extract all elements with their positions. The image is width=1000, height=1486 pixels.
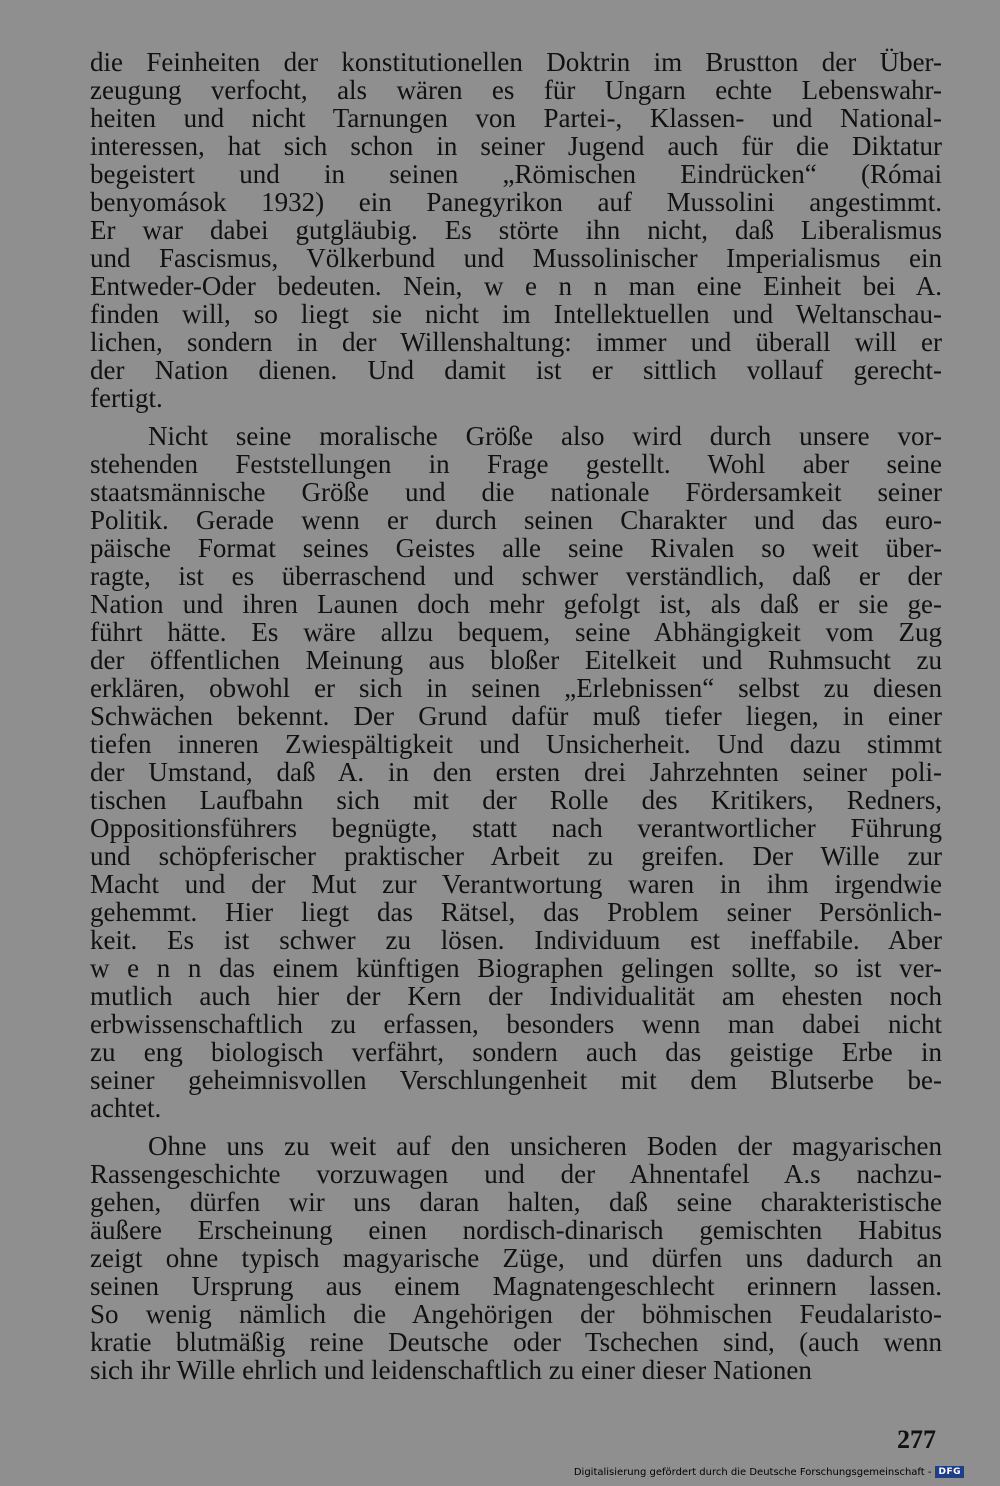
digitization-footer — [574, 1466, 964, 1478]
text-line: benyomások 1932) ein Panegyrikon auf Mussolini angestimmt. — [90, 187, 942, 217]
text-line: gehen, dürfen wir uns daran halten, daß seine charakteristische — [90, 1187, 942, 1217]
text-line: Schwächen bekennt. Der Grund dafür muß tiefer liegen, in einer — [90, 701, 942, 731]
text-line: heiten und nicht Tarnungen von Partei-, Klassen- und National- — [90, 103, 942, 133]
text-line: und Fascismus, Völkerbund und Mussolinischer Imperialismus ein — [90, 243, 942, 273]
text-line: Ohne uns zu weit auf den unsicheren Boden der magyarischen — [148, 1131, 942, 1161]
text-line: äußere Erscheinung einen nordisch-dinarisch gemischten Habitus — [90, 1215, 942, 1245]
text-line: Rassengeschichte vorzuwagen und der Ahnentafel A.s nachzu- — [90, 1159, 942, 1189]
text-line: führt hätte. Es wäre allzu bequem, seine Abhängigkeit vom Zug — [90, 617, 942, 647]
page-number: 277 — [897, 1425, 936, 1454]
dfg-logo: DFG — [935, 1466, 964, 1478]
paragraph-2 — [90, 422, 942, 1122]
text-line: Politik. Gerade wenn er durch seinen Charakter und das euro- — [90, 505, 942, 535]
text-line: Macht und der Mut zur Verantwortung waren in ihm irgendwie — [90, 869, 942, 899]
text-line: keit. Es ist schwer zu lösen. Individuum est ineffabile. Aber — [90, 925, 942, 955]
text-line: fertigt. — [90, 383, 163, 413]
text-line: erbwissenschaftlich zu erfassen, besonders wenn man dabei nicht — [90, 1009, 942, 1039]
text-line: begeistert und in seinen „Römischen Eindrücken“ (Római — [90, 159, 942, 189]
text-line: finden will, so liegt sie nicht im Intellektuellen und Weltanschau- — [90, 299, 942, 329]
text-line: der Umstand, daß A. in den ersten drei Jahrzehnten seiner poli- — [90, 757, 942, 787]
footer-text: Digitalisierung gefördert durch die Deutsche Forschungsgemeinschaft - — [573, 1466, 932, 1478]
paragraph-1 — [90, 48, 942, 412]
body-text — [90, 48, 942, 1384]
text-line: die Feinheiten der konstitutionellen Doktrin im Brustton der Über- — [90, 47, 942, 77]
text-line: achtet. — [90, 1093, 162, 1123]
text-line: stehenden Feststellungen in Frage gestellt. Wohl aber seine — [90, 449, 942, 479]
text-line: Nicht seine moralische Größe also wird durch unsere vor- — [148, 421, 942, 451]
text-line: So wenig nämlich die Angehörigen der böhmischen Feudalaristo- — [90, 1299, 942, 1329]
text-line: mutlich auch hier der Kern der Individualität am ehesten noch — [90, 981, 942, 1011]
text-line: tischen Laufbahn sich mit der Rolle des Kritikers, Redners, — [90, 785, 942, 815]
text-line: päische Format seines Geistes alle seine Rivalen so weit über- — [90, 533, 942, 563]
text-line: Entweder-Oder bedeuten. Nein, w e n n man eine Einheit bei A. — [90, 271, 942, 301]
text-line: kratie blutmäßig reine Deutsche oder Tschechen sind, (auch wenn — [90, 1327, 942, 1357]
paragraph-3 — [90, 1132, 942, 1384]
text-line: zu eng biologisch verfährt, sondern auch das geistige Erbe in — [90, 1037, 942, 1067]
text-line: w e n n das einem künftigen Biographen gelingen sollte, so ist ver- — [90, 953, 942, 983]
text-line: erklären, obwohl er sich in seinen „Erlebnissen“ selbst zu diesen — [90, 673, 942, 703]
text-line: Oppositionsführers begnügte, statt nach verantwortlicher Führung — [90, 813, 942, 843]
text-line: der Nation dienen. Und damit ist er sittlich vollauf gerecht- — [90, 355, 942, 385]
text-line: lichen, sondern in der Willenshaltung: immer und überall will er — [90, 327, 942, 357]
text-line: interessen, hat sich schon in seiner Jugend auch für die Diktatur — [90, 131, 942, 161]
text-line: gehemmt. Hier liegt das Rätsel, das Problem seiner Persönlich- — [90, 897, 942, 927]
text-line: sich ihr Wille ehrlich und leidenschaftlich zu einer dieser Nationen — [90, 1355, 812, 1385]
text-line: zeugung verfocht, als wären es für Ungarn echte Lebenswahr- — [90, 75, 942, 105]
text-line: und schöpferischer praktischer Arbeit zu greifen. Der Wille zur — [90, 841, 942, 871]
text-line: Nation und ihren Launen doch mehr gefolgt ist, als daß er sie ge- — [90, 589, 942, 619]
text-line: tiefen inneren Zwiespältigkeit und Unsicherheit. Und dazu stimmt — [90, 729, 942, 759]
text-line: Er war dabei gutgläubig. Es störte ihn nicht, daß Liberalismus — [90, 215, 942, 245]
text-line: zeigt ohne typisch magyarische Züge, und dürfen uns dadurch an — [90, 1243, 942, 1273]
text-line: seinen Ursprung aus einem Magnatengeschlecht erinnern lassen. — [90, 1271, 942, 1301]
text-line: ragte, ist es überraschend und schwer verständlich, daß er der — [90, 561, 942, 591]
text-line: seiner geheimnisvollen Verschlungenheit mit dem Blutserbe be- — [90, 1065, 942, 1095]
text-line: staatsmännische Größe und die nationale Fördersamkeit seiner — [90, 477, 942, 507]
text-line: der öffentlichen Meinung aus bloßer Eitelkeit und Ruhmsucht zu — [90, 645, 942, 675]
